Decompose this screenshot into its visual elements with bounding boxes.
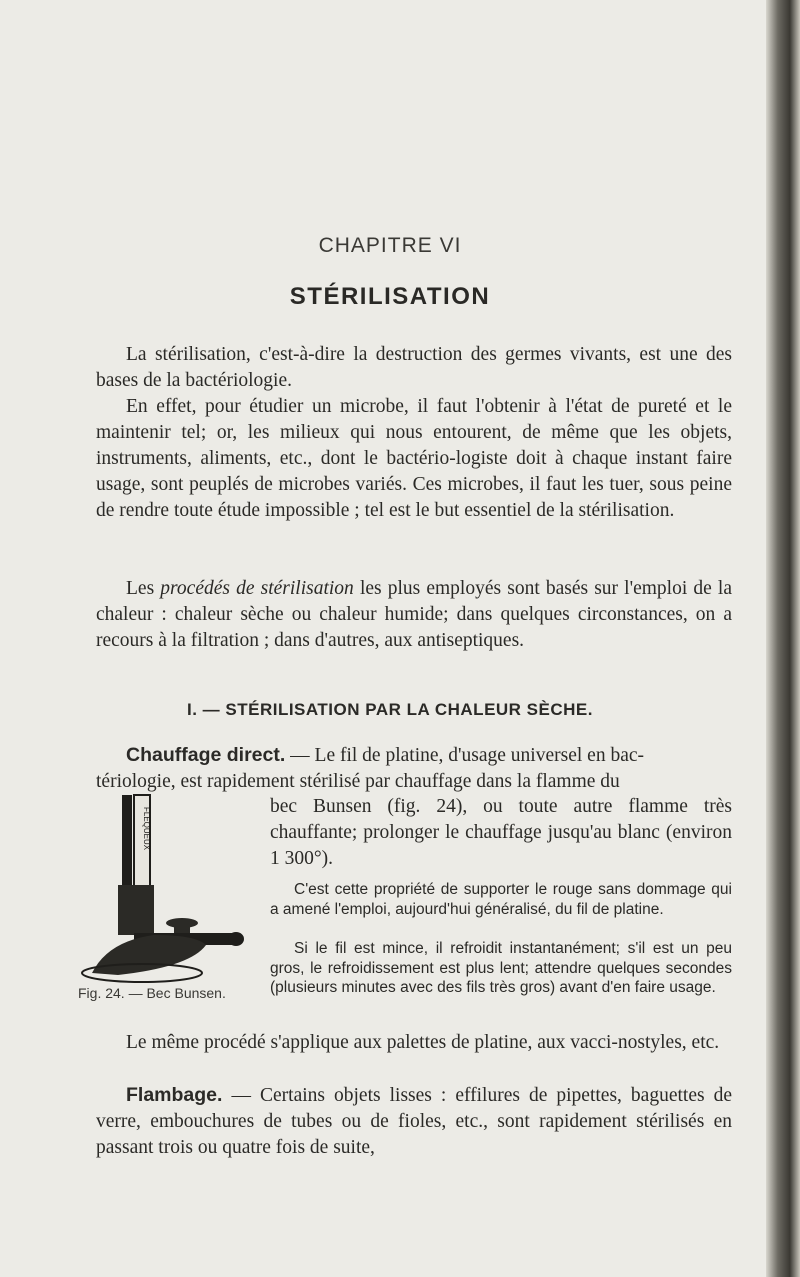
note-2: Si le fil est mince, il refroidit instantanément; s'il est un peu gros, le refroidissement est plus lent; attendre quelques secondes (plusieurs minutes avec des fils très gros) avant d'en faire usage.	[270, 940, 732, 996]
flambage-paragraph	[96, 1082, 732, 1161]
bunsen-burner-figure	[78, 785, 250, 985]
note-1: C'est cette propriété de supporter le rouge sans dommage qui a amené l'emploi, aujourd'hui généralisé, du fil de platine.	[270, 881, 732, 918]
intro-paragraph-2: En effet, pour étudier un microbe, il faut l'obtenir à l'état de pureté et le maintenir tel; or, les milieux qui nous entourent, de même que les objets, instruments, aliments, etc., dont le bactério-logiste doit à chaque instant faire usage, sont peuplés de microbes variés. Ces microbes, il faut les tuer, sous peine de rendre toute étude impossible ; tel est le but essentiel de la stérilisation.	[96, 396, 732, 521]
figure-caption: Fig. 24. — Bec Bunsen.	[78, 985, 226, 1001]
direct-line-2: tériologie, est rapidement stérilisé par chauffage dans la flamme du	[96, 771, 620, 792]
direct-wrap-text: bec Bunsen (fig. 24), ou toute autre flamme très chauffante; prolonger le chauffage jusqu'au blanc (environ 1 300°).	[270, 796, 732, 869]
intro-paragraph-1: La stérilisation, c'est-à-dire la destruction des germes vivants, est une des bases de la bactériologie.	[96, 344, 732, 391]
runin-flambage: Flambage.	[126, 1084, 223, 1106]
chapter-title: STÉRILISATION	[289, 283, 491, 310]
note-paragraph-1	[270, 880, 732, 919]
intro-paragraph-3	[96, 576, 732, 654]
flambage-text: — Certains objets lisses : effilures de pipettes, baguettes de verre, embouchures de tubes ou de fioles, etc., sont rapidement stérilisés en passant trois ou quatre fois de suite,	[96, 1085, 732, 1158]
note-paragraph-2	[270, 939, 732, 998]
book-edge	[766, 0, 800, 1277]
p3-start: Les	[126, 578, 161, 599]
direct-line-1: — Le fil de platine, d'usage universel en bac-	[285, 745, 644, 766]
p3-italic: procédés de stérilisation	[160, 578, 354, 599]
stamp-text: FLEQUEUX	[142, 807, 151, 851]
p3-rest: les plus employés sont basés sur l'emploi de la chaleur : chaleur sèche ou chaleur humide; dans quelques circonstances, on a recours à la filtration ; dans d'autres, aux antiseptiques.	[96, 578, 733, 651]
chapter-number: CHAPITRE VI	[318, 234, 462, 257]
after-figure-paragraph: Le même procédé s'applique aux palettes de platine, aux vacci-nostyles, etc.	[126, 1032, 720, 1053]
runin-chauffage-direct: Chauffage direct.	[126, 744, 286, 766]
section-heading: I. — STÉRILISATION PAR LA CHALEUR SÈCHE.	[187, 700, 593, 719]
